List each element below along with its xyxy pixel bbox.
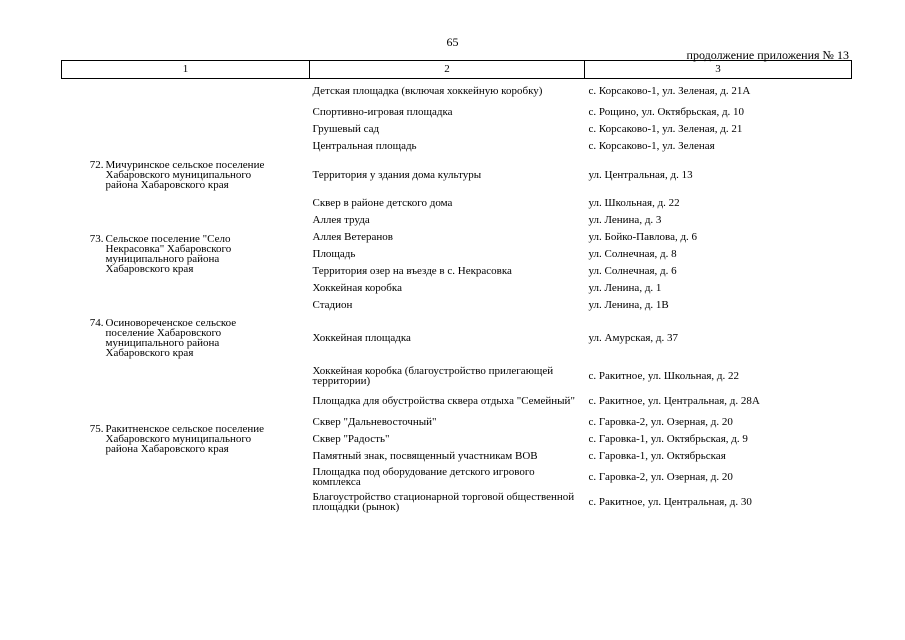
object-name-cell: Благоустройство стационарной торговой общественной площадки (рынок) [312, 491, 575, 513]
object-name-cell: Площадка под оборудование детского игрового комплекса [312, 466, 535, 488]
column-header-3: 3 [585, 61, 852, 79]
settlement-cell [62, 314, 310, 363]
address-cell: с. Корсаково-1, ул. Зеленая, д. 21А [588, 85, 751, 98]
object-name-cell: Центральная площадь [312, 140, 417, 152]
settlement-name: Сельское поселение "Село Некрасовка" Хабаровского муниципального района Хабаровского края [105, 233, 232, 275]
object-name-cell: Аллея труда [312, 214, 370, 226]
object-name-cell: Хоккейная коробка [312, 282, 402, 294]
object-name-cell: Сквер в районе детского дома [312, 197, 453, 209]
table-body [62, 79, 852, 515]
object-name-cell: Площадь [312, 248, 356, 260]
address-cell: ул. Амурская, д. 37 [588, 332, 679, 344]
settlement-name: Ракитненское сельское поселение Хабаровского муниципального района Хабаровского края [105, 422, 265, 455]
table-row [62, 195, 852, 212]
table-row [62, 314, 852, 363]
table-row [62, 155, 852, 195]
address-cell: с. Ракитное, ул. Центральная, д. 30 [588, 496, 752, 508]
settlement-number: 73. [89, 233, 104, 245]
address-cell: с. Гаровка-1, ул. Октябрьская [588, 450, 726, 462]
settlement-number: 74. [89, 317, 104, 329]
object-name-cell: Сквер "Дальневосточный" [312, 416, 437, 428]
settlement-cell [62, 155, 310, 195]
object-name-cell: Площадка для обустройства сквера отдыха "Семейный" [312, 395, 575, 407]
object-name-cell: Детская площадка (включая хоккейную коробку) [312, 85, 543, 98]
settlement-cell [62, 363, 310, 515]
address-cell: ул. Солнечная, д. 8 [588, 248, 677, 260]
object-name-cell: Аллея Ветеранов [312, 231, 393, 243]
address-cell: ул. Центральная, д. 13 [588, 168, 693, 181]
continuation-note: продолжение приложения № 13 [686, 48, 849, 62]
table-header-row [62, 61, 852, 79]
address-cell: с. Ракитное, ул. Школьная, д. 22 [588, 369, 739, 382]
table-row [62, 79, 852, 104]
table-row [62, 363, 852, 389]
address-cell: ул. Бойко-Павлова, д. 6 [588, 231, 698, 243]
address-cell: ул. Ленина, д. 1В [588, 299, 669, 311]
object-name-cell: Сквер "Радость" [312, 433, 390, 445]
address-cell: с. Гаровка-1, ул. Октябрьская, д. 9 [588, 433, 748, 445]
address-cell: с. Ракитное, ул. Центральная, д. 28А [588, 395, 760, 407]
object-name-cell: Хоккейная площадка [312, 332, 411, 344]
column-header-2: 2 [310, 61, 585, 79]
address-cell: ул. Ленина, д. 1 [588, 282, 662, 294]
address-cell: с. Гаровка-2, ул. Озерная, д. 20 [588, 416, 733, 428]
address-cell: с. Рощино, ул. Октябрьская, д. 10 [588, 106, 745, 118]
object-name-cell: Спортивно-игровая площадка [312, 106, 453, 118]
object-name-cell: Хоккейная коробка (благоустройство прилегающей территории) [312, 364, 554, 387]
settlement-cell [62, 79, 310, 155]
address-cell: ул. Школьная, д. 22 [588, 197, 680, 209]
settlement-name: Мичуринское сельское поселение Хабаровского муниципального района Хабаровского края [105, 158, 265, 191]
address-cell: с. Гаровка-2, ул. Озерная, д. 20 [588, 471, 733, 483]
address-cell: ул. Солнечная, д. 6 [588, 265, 677, 277]
settlement-number: 75. [89, 422, 104, 435]
page-number: 65 [446, 35, 459, 49]
settlement-cell [62, 195, 310, 314]
object-name-cell: Территория у здания дома культуры [312, 168, 482, 181]
object-name-cell: Территория озер на въезде в с. Некрасовка [312, 265, 512, 277]
address-cell: с. Корсаково-1, ул. Зеленая, д. 21 [588, 123, 743, 135]
settlement-name: Осиновореченское сельское поселение Хабаровского муниципального района Хабаровского края [105, 317, 237, 359]
object-name-cell: Грушевый сад [312, 123, 380, 135]
address-cell: ул. Ленина, д. 3 [588, 214, 662, 226]
address-cell: с. Корсаково-1, ул. Зеленая [588, 140, 715, 152]
settlement-number: 72. [89, 158, 104, 171]
object-name-cell: Памятный знак, посвященный участникам ВОВ [312, 450, 538, 462]
appendix-table [61, 60, 852, 515]
object-name-cell: Стадион [312, 299, 353, 311]
column-header-1: 1 [62, 61, 310, 79]
